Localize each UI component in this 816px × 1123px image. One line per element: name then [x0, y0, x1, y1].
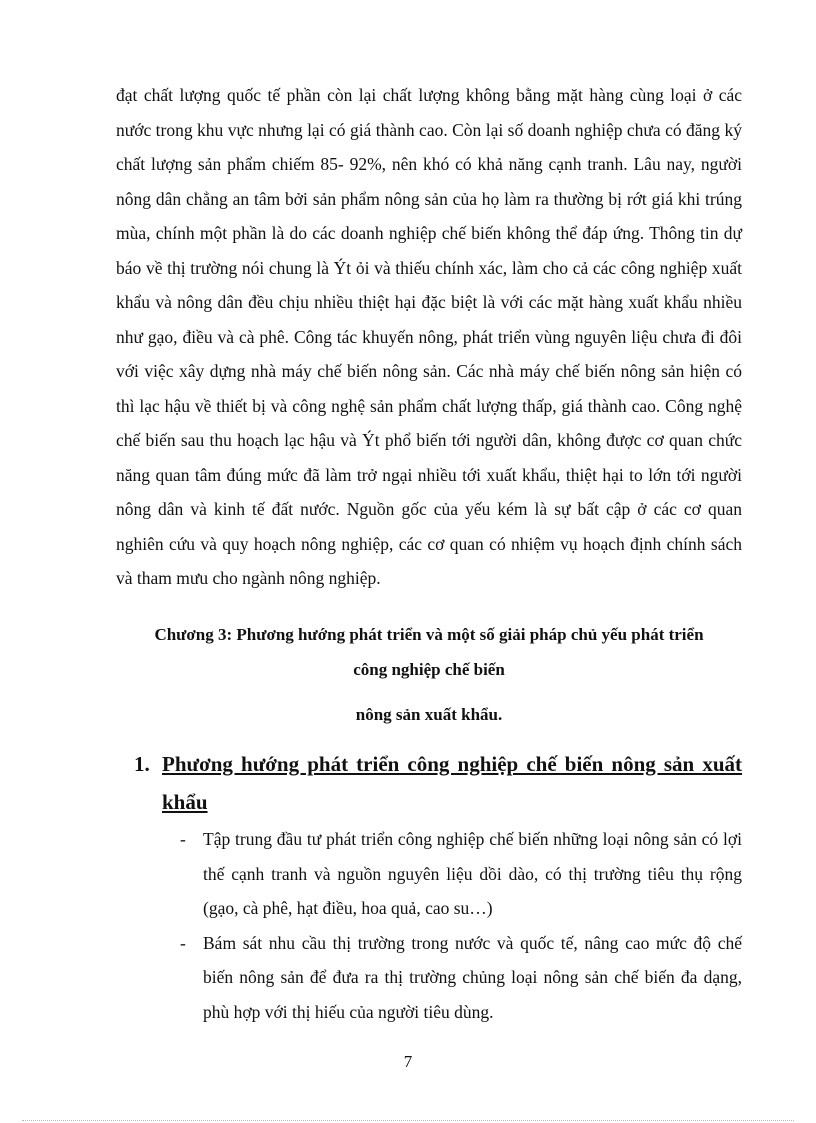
- chapter-title-line-1: Chương 3: Phương hướng phát triển và một số giải pháp chủ yếu phát triển: [154, 625, 704, 644]
- chapter-title-line-3: nông sản xuất khẩu.: [355, 705, 503, 724]
- section-number: 1.: [134, 752, 150, 776]
- bullet-dash: -: [180, 932, 186, 953]
- bullet-item-2: [178, 926, 742, 1030]
- chapter-title-line-2: công nghiệp chế biến: [353, 660, 505, 679]
- bullet-item-1: [178, 822, 742, 926]
- bullet-text: Tập trung đầu tư phát triển công nghiệp chế biến những loại nông sản có lợi thế cạnh tranh và nguồn nguyên liệu dồi dào, có thị trường tiêu thụ rộng (gạo, cà phê, hạt điều, hoa quả, cao su…): [203, 829, 742, 918]
- section-heading: Phương hướng phát triển công nghiệp chế biến nông sản xuất khẩu: [162, 752, 742, 814]
- page-number: 7: [403, 1052, 413, 1071]
- bullet-list: [178, 822, 742, 1029]
- page-bottom-divider: [22, 1120, 794, 1121]
- bullet-dash: -: [180, 829, 186, 849]
- bullet-text: Bám sát nhu cầu thị trường trong nước và quốc tế, nâng cao mức độ chế biến nông sản để đưa ra thị trường chủng loại nông sản chế biến đa dạng, phù hợp với thị hiếu của người tiêu dùng.: [203, 932, 742, 1022]
- body-paragraph: đạt chất lượng quốc tế phần còn lại chất lượng không bằng mặt hàng cùng loại ở các nước trong khu vực nhưng lại có giá thành cao. Còn lại số doanh nghiệp chưa có đăng ký chất lượng sản phẩm chiếm 85- 92%, nên khó có khả năng cạnh tranh. Lâu nay, người nông dân chẳng an tâm bởi sản phẩm nông sản của họ làm ra thường bị rớt giá khi trúng mùa, chính một phần là do các doanh nghiệp chế biến không thể đáp ứng. Thông tin dự báo về thị trường nói chung là Ýt ỏi và thiếu chính xác, làm cho cả các công nghiệp xuất khẩu và nông dân đều chịu nhiều thiệt hại đặc biệt là với các mặt hàng xuất khẩu nhiều như gạo, điều và cà phê. Công tác khuyến nông, phát triển vùng nguyên liệu chưa đi đôi với việc xây dựng nhà máy chế biến nông sản. Các nhà máy chế biến nông sản hiện có thì lạc hậu về thiết bị và công nghệ sản phẩm chất lượng thấp, giá thành cao. Công nghệ chế biến sau thu hoạch lạc hậu và Ýt phổ biến tới người dân, không được cơ quan chức năng quan tâm đúng mức đã làm trở ngại nhiều tới xuất khẩu, thiệt hại to lớn tới người nông dân và kinh tế đất nước. Nguồn gốc của yếu kém là sự bất cập ở các cơ quan nghiên cứu và quy hoạch nông nghiệp, các cơ quan có nhiệm vụ hoạch định chính sách và tham mưu cho ngành nông nghiệp.: [116, 85, 742, 588]
